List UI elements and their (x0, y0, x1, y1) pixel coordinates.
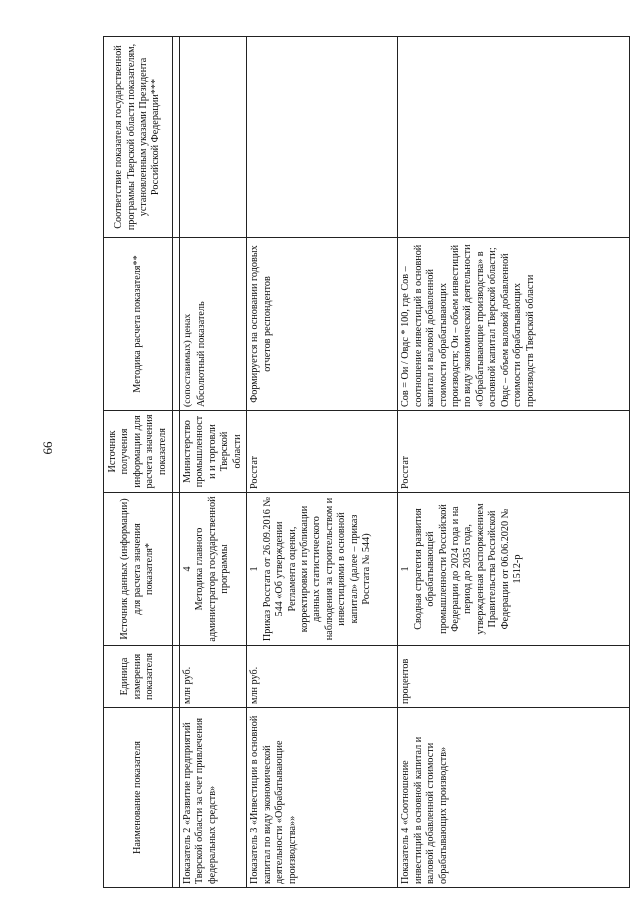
row-unit: млн руб. (247, 646, 398, 708)
row-unit: процентов (398, 646, 630, 708)
row-match (180, 37, 247, 238)
row-info: Министерство промышленности и торговли Тверской области (180, 411, 247, 493)
row-source (398, 493, 630, 646)
spacer-cell (173, 493, 180, 646)
row-method: Сов = Ои / Овдс * 100, где Сов – соотношение инвестиций в основной капитал и валовой добавленной стоимости обрабатывающих производств; Ои – объем инвестиций по виду экономической деятельности «Обрабатывающие производства» в основной капитал Тверской области; Овдс – объем валовой добавленной стоимости обрабатывающих производств Тверской области (398, 238, 630, 411)
row-source (180, 493, 247, 646)
header-unit: Единица измерения показателя (104, 646, 173, 708)
row-method (180, 238, 247, 411)
source-text: Приказ Росстата от 26.09.2016 № 544 «Об утверждении Регламента оценки, корректировки и публикации данных статистического наблюдения за строительством и инвестициями в основной капитал» (далее – приказ Росстата № 544) (261, 496, 373, 642)
header-method: Методика расчета показателя** (104, 238, 173, 411)
spacer-cell (173, 646, 180, 708)
row-info: Росстат (398, 411, 630, 493)
method-prefix: (сопоставимых) ценах (182, 313, 193, 407)
row-unit: млн руб. (180, 646, 247, 708)
header-match: Соответствие показателя государственной программы Тверской области показателям, установленным указами Президента Российской Федерации*** (104, 37, 173, 238)
source-text: Методика главного администратора государственной программы (194, 496, 231, 642)
source-number: 1 (249, 566, 261, 572)
column-number-row (173, 37, 180, 888)
row-name: Показатель 4 «Соотношение инвестиций в основной капитал и валовой добавленной стоимости обрабатывающих производств» (398, 708, 630, 888)
header-name: Наименование показателя (104, 708, 173, 888)
header-info: Источник получения информации для расчета значения показателя (104, 411, 173, 493)
row-match (398, 37, 630, 238)
table-row (247, 37, 398, 888)
source-number: 4 (182, 566, 193, 572)
rotated-table-container (103, 37, 630, 888)
method-text: Абсолютный показатель (195, 301, 207, 407)
spacer-cell (173, 238, 180, 411)
page-number: 66 (40, 441, 55, 455)
row-source (247, 493, 398, 646)
table-header-row (104, 37, 173, 888)
indicators-table (103, 36, 630, 888)
table-row (398, 37, 630, 888)
spacer-cell (173, 37, 180, 238)
table-row (180, 37, 247, 888)
spacer-cell (173, 411, 180, 493)
row-info: Росстат (247, 411, 398, 493)
source-text: Сводная стратегия развития обрабатывающей промышленности Российской Федерации до 2024 года и на период до 2035 года, утвержденная распоряжением Правительства Российской Федерации от 06.06.2020 № 1512-р (412, 503, 524, 635)
source-number: 1 (400, 566, 412, 572)
row-match (247, 37, 398, 238)
row-name: Показатель 3 «Инвестиции в основной капитал по виду экономической деятельности «Обрабатывающие производства»» (247, 708, 398, 888)
row-method: Формируется на основании годовых отчетов респондентов (247, 238, 398, 411)
spacer-cell (173, 708, 180, 888)
row-name: Показатель 2 «Развитие предприятий Тверской области за счет привлечения федеральных средств» (180, 708, 247, 888)
header-source: Источник данных (информации) для расчета значения показателя* (104, 493, 173, 646)
